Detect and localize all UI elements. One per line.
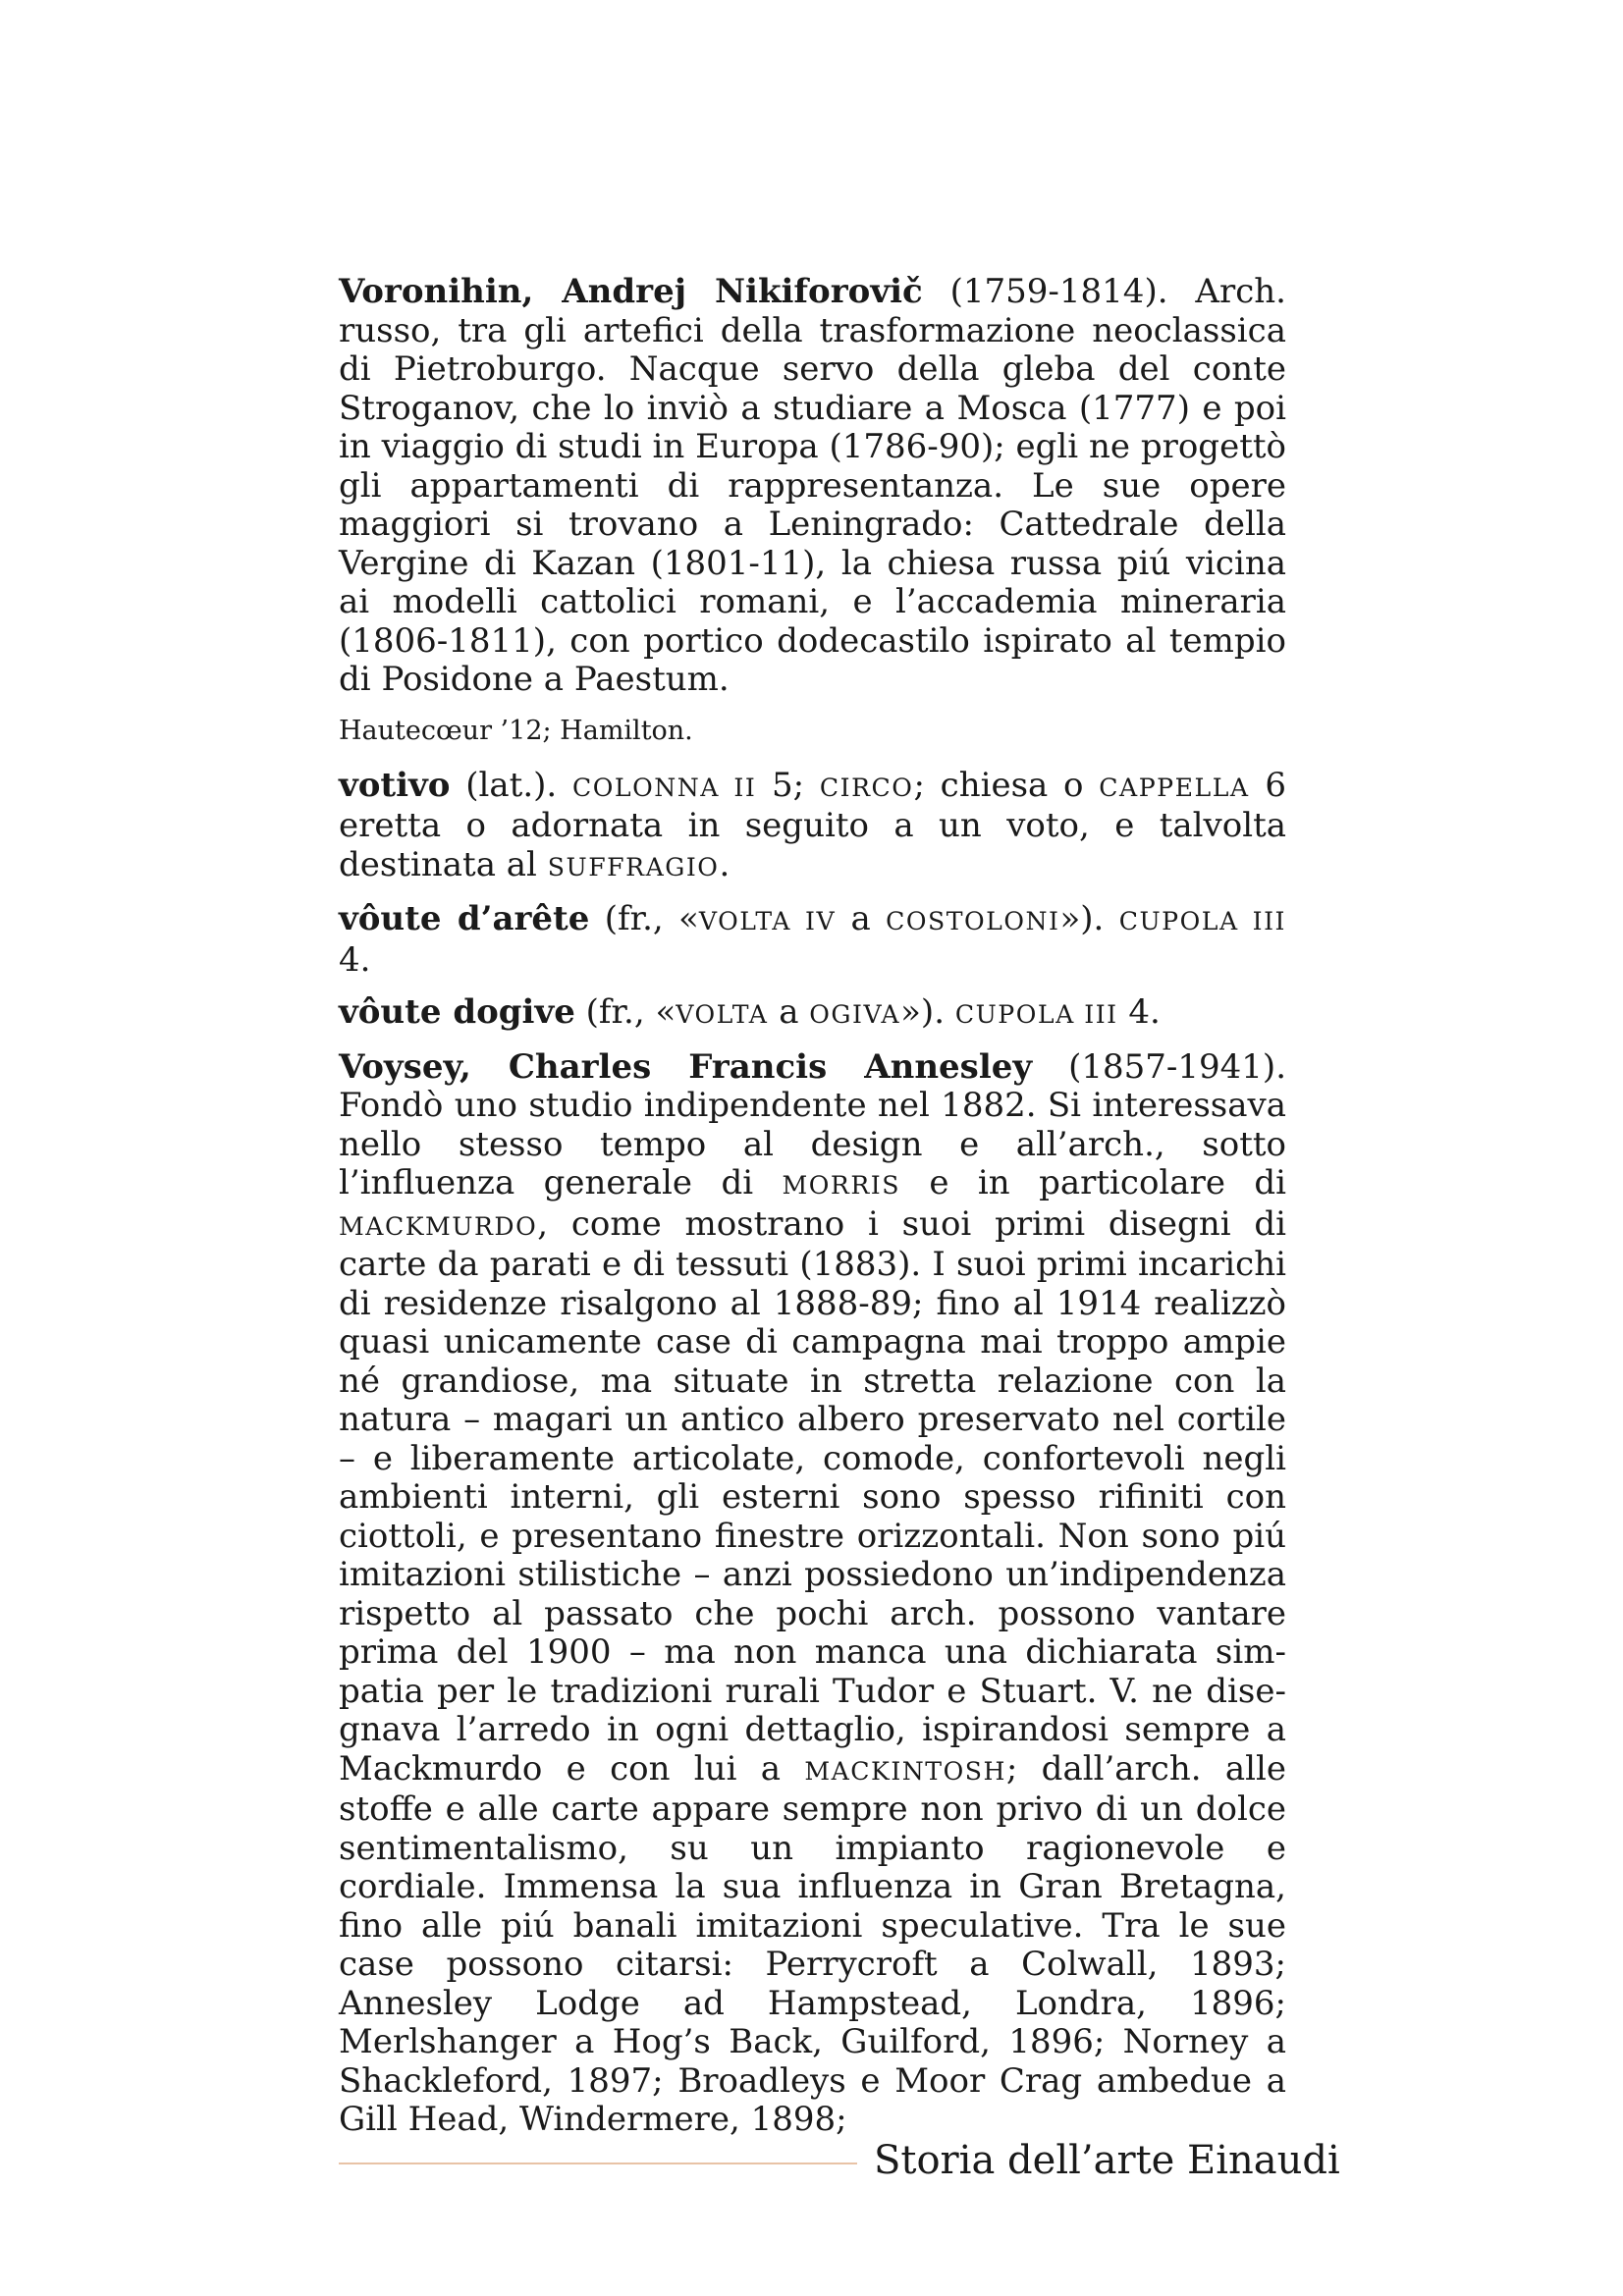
entry-text: »). xyxy=(900,992,955,1032)
cross-reference: CAPPELLA xyxy=(1099,773,1250,802)
entry-text: (fr., « xyxy=(574,992,676,1032)
entry-text: (1857-1941). Fondò uno studio indipendente nel 1882. Si interessava nello stesso tempo al design e all’arch., sotto l’influenza generale di xyxy=(339,1046,1287,1202)
entry-text: ; chiesa o xyxy=(913,765,1100,805)
entry-text: (1759-1814). Arch. russo, tra gli artefici della trasformazione neoclassica di Pietroburgo. Nacque servo della gleba del conte Stroganov, che lo inviò a studiare a Mosca (1777) e poi in viaggio di studi in Europa (1786-90); egli ne progettò gli appartamenti di rappresentanza. Le sue opere maggiori si trovano a Leningrado: Cattedrale della Vergine di Kazan (1801-11), la chiesa russa piú vicina ai modelli cattolici romani, e l’accademia mineraria (1806-1811), con portico dodecastilo ispirato al tempio di Posidone a Paestum. xyxy=(339,272,1286,699)
cross-reference: CIRCO xyxy=(819,773,914,802)
entry-text: (lat.). xyxy=(450,765,572,805)
cross-reference: SUFFRAGIO xyxy=(547,852,720,881)
cross-reference: VOLTA xyxy=(676,1000,769,1029)
cross-reference: COLONNA II xyxy=(571,773,757,802)
entry-headword: vôute d’arête xyxy=(339,899,590,938)
entry-text: , come mostrano i suoi primi disegni di carte da parati e di tessuti (1883). I suoi primi incarichi di residenze risalgono al 1888-89; fino al 1914 realizzò quasi unicamente case di campagna mai troppo ampie né grandiose, ma situate in stretta relazione con la natura – magari un antico albero preservato nel cortile – e liberamente articolate, comode, confortevoli negli ambienti interni, gli esterni sono spesso rifiniti con ciottoli, e presentano finestre orizzontali. Non sono piú imitazioni stilistiche – anzi possiedono un’indipendenza rispetto al passato che pochi arch. possono vantare prima del 1900 – ma non manca una dichiarata simpatia per le tradizioni rurali Tudor e Stuart. V. ne disegnava l’arredo in ogni dettaglio, ispirandosi sempre a Mackmurdo e con lui a xyxy=(339,1203,1286,1789)
entry-headword: votivo xyxy=(339,765,451,805)
cross-reference: VOLTA IV xyxy=(698,907,837,935)
entry-text: 4. xyxy=(1117,992,1161,1032)
entry-text: . xyxy=(719,844,730,884)
entry-text: »). xyxy=(1059,899,1119,938)
entry-bibliography: Hautecœur ’12; Hamilton. xyxy=(339,715,693,746)
cross-reference: CUPOLA III xyxy=(1118,907,1286,935)
cross-reference: OGIVA xyxy=(809,1000,901,1029)
dictionary-entry xyxy=(339,273,1286,700)
entry-text: 5; xyxy=(756,765,820,805)
footer-publication-title: Storia dell’arte Einaudi xyxy=(874,2138,1340,2183)
cross-reference: MACKINTOSH xyxy=(804,1756,1006,1786)
cross-reference: CUPOLA III xyxy=(954,1000,1118,1029)
dictionary-entry xyxy=(339,767,1286,887)
entry-text: 4. xyxy=(339,939,371,980)
entry-text: (fr., « xyxy=(589,899,699,938)
cross-reference: MORRIS xyxy=(782,1171,900,1200)
entry-headword: Voronihin, Andrej Nikiforovič xyxy=(339,272,923,311)
dictionary-entry xyxy=(339,1048,1286,2140)
dictionary-entry xyxy=(339,900,1286,980)
footer-rule xyxy=(339,2163,857,2164)
entry-text: 6 eretta o adornata in seguito a un voto, e talvolta destinata al xyxy=(339,765,1286,884)
entry-headword: vôute dogive xyxy=(339,992,575,1032)
entry-text: a xyxy=(768,992,810,1032)
entry-text: e in particolare di xyxy=(900,1163,1286,1202)
dictionary-entry xyxy=(339,993,1286,1035)
cross-reference: MACKMURDO xyxy=(339,1211,538,1241)
entry-headword: Voysey, Charles Francis Annesley xyxy=(339,1046,1033,1087)
entry-text: a xyxy=(836,899,887,938)
dictionary-text-column xyxy=(339,273,1286,2154)
entry-text: ; dall’arch. alle stoffe e alle carte appare sempre non privo di un dolce sentimentalismo, su un impianto ragionevole e cordiale. Immensa la sua influenza in Gran Bretagna, fino alle piú banali imitazioni speculative. Tra le sue case possono citarsi: Perrycroft a Colwall, 1893; Annesley Lodge ad Hampstead, Londra, 1896; Merlshanger a Hog’s Back, Guilford, 1896; Norney a Shackleford, 1897; Broadleys e Moor Crag ambedue a Gill Head, Windermere, 1898; xyxy=(339,1748,1286,2139)
cross-reference: COSTOLONI xyxy=(886,907,1060,935)
